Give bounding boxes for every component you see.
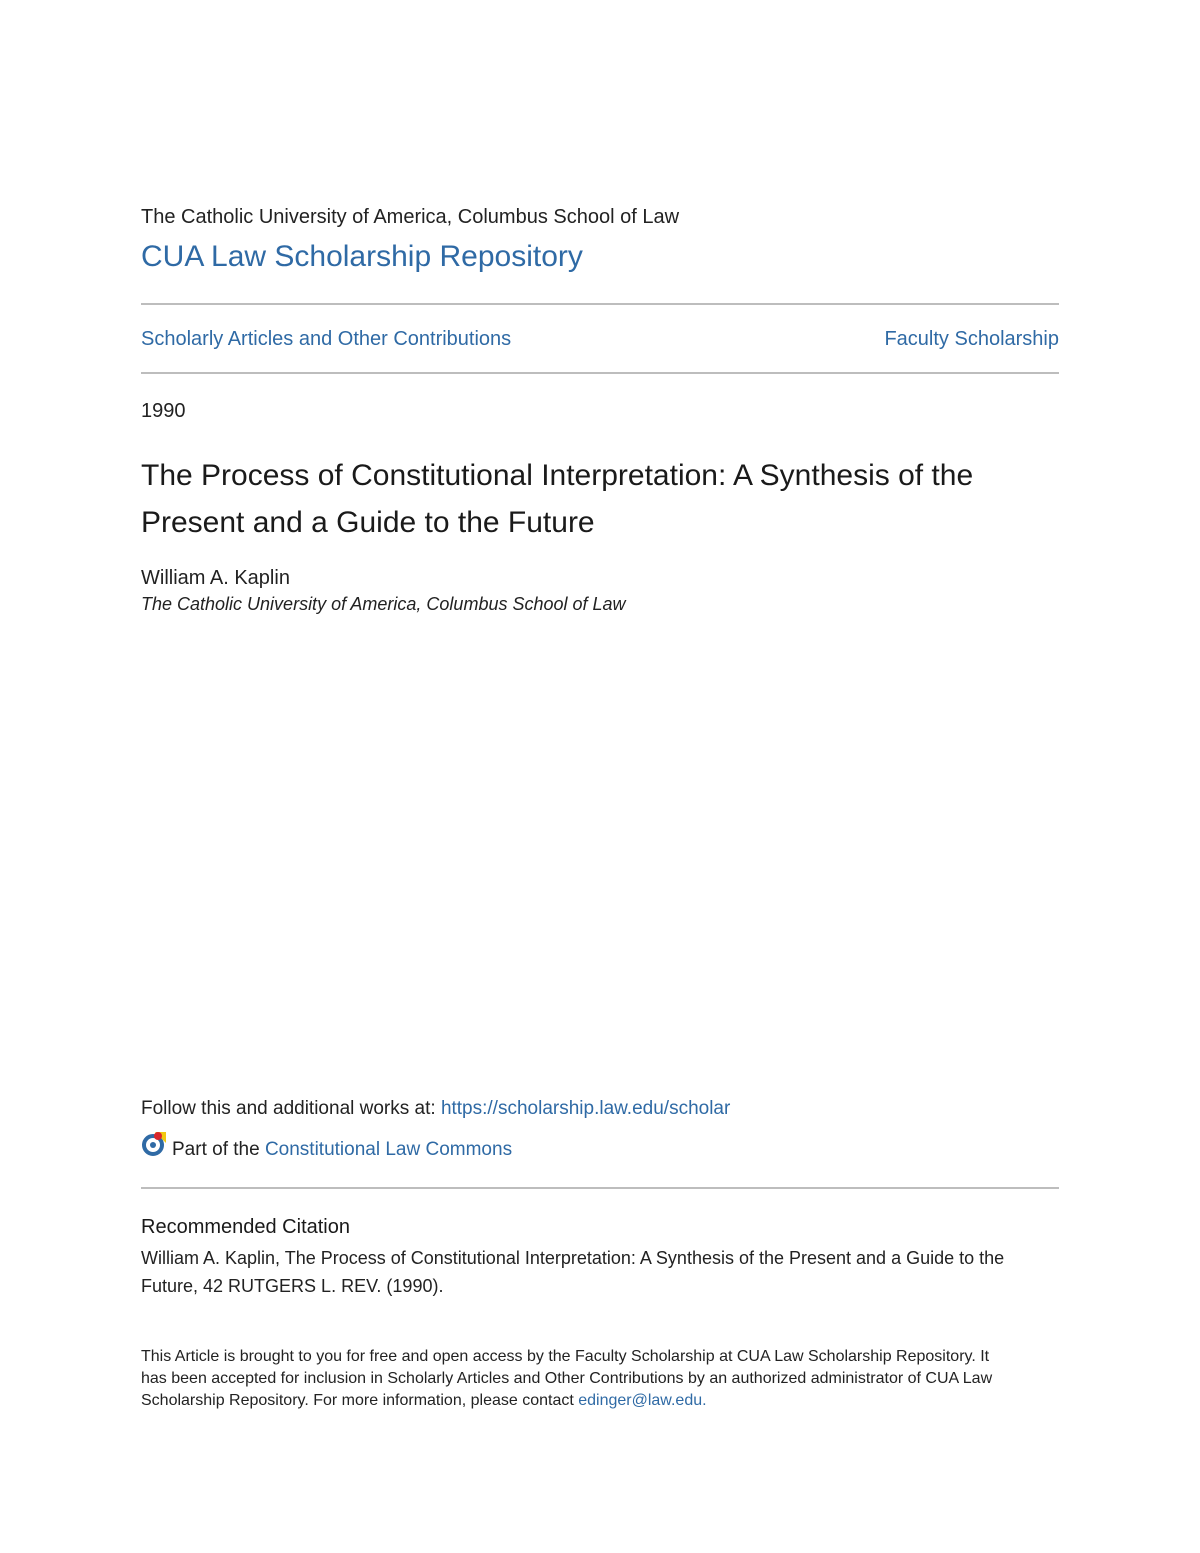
access-notice [141,1346,1001,1412]
network-icon [141,1130,167,1156]
collection-link[interactable]: Scholarly Articles and Other Contributions [141,328,512,350]
publication-year: 1990 [141,400,186,422]
follow-line [141,1098,730,1120]
institution-name: The Catholic University of America, Columbus School of Law [141,206,680,228]
author-name: William A. Kaplin [141,567,290,589]
contact-email-link[interactable]: edinger@law.edu. [578,1392,707,1409]
commons-link[interactable]: Constitutional Law Commons [264,1139,513,1160]
author-affiliation: The Catholic University of America, Columbus School of Law [141,594,626,614]
part-of-prefix: Part of the [172,1139,265,1160]
nav-divider [141,372,1059,374]
repository-title-link[interactable]: CUA Law Scholarship Repository [141,240,583,273]
part-of-line [172,1139,512,1161]
citation-text: William A. Kaplin, The Process of Constitutional Interpretation: A Synthesis of the Present and a Guide to the Future, 42 RUTGERS L. REV. (1990). [141,1248,1005,1296]
citation-divider [141,1187,1059,1189]
citation-heading: Recommended Citation [141,1216,350,1238]
header-divider [141,303,1059,305]
article-title: The Process of Constitutional Interpretation: A Synthesis of the Present and a Guide to the Future [141,459,974,539]
series-link[interactable]: Faculty Scholarship [884,328,1059,350]
follow-prefix: Follow this and additional works at: [141,1098,441,1119]
access-notice-text: This Article is brought to you for free and open access by the Faculty Scholarship at CUA Law Scholarship Repository. It has been accepted for inclusion in Scholarly Articles and Other Contributions by an authorized administrator of CUA Law Scholarship Repository. For more information, please contact [141,1348,993,1409]
follow-url-link[interactable]: https://scholarship.law.edu/scholar [440,1098,731,1119]
